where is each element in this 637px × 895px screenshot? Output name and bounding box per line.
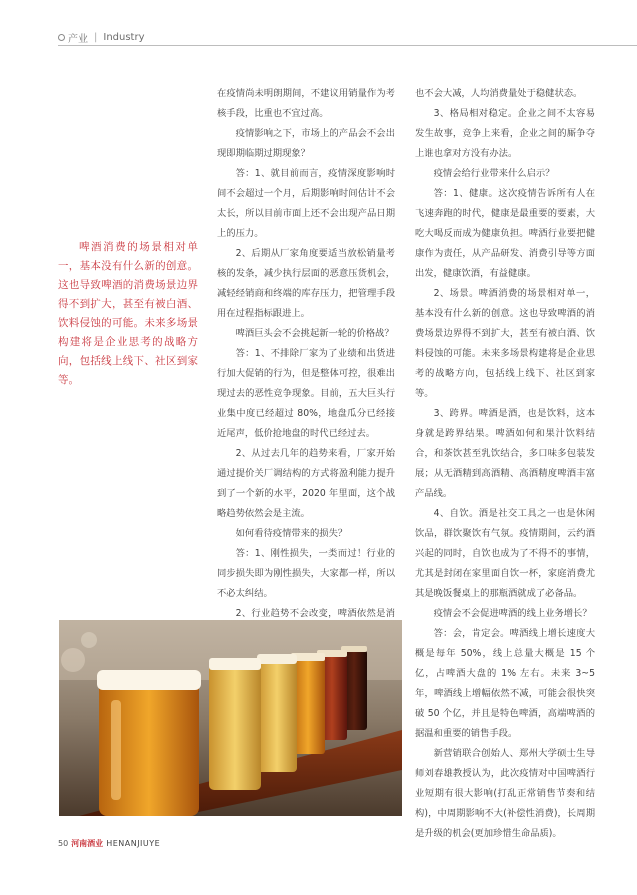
question-paragraph: 啤酒巨头会不会挑起新一轮的价格战？ bbox=[235, 328, 394, 339]
body-paragraph: 答：1、就目前而言，疫情深度影响时间不会超过一个月，后期影响时间估计不会太长，所以目前市面上还不会出现产品日期上的压力。 bbox=[217, 168, 395, 239]
section-title-cn: 产业 bbox=[68, 33, 88, 45]
body-paragraph: 3、跨界。啤酒是酒，也是饮料，这本身就是跨界结果。啤酒如何和果汁饮料结合，和茶饮甚至乳饮结合，多口味多包装发展；从无酒精到高酒精、高酒精度啤酒丰富产品线。 bbox=[415, 408, 595, 499]
body-paragraph: 2、从过去几年的趋势来看，厂家开始通过提价关厂调结构的方式将盈利能力提升到了一个新的水平，2020 年里面，这个战略趋势依然会是主流。 bbox=[217, 448, 395, 519]
body-paragraph: 2、行业趋势不会改变，啤酒依然是消 bbox=[235, 608, 395, 619]
header-separator: | bbox=[94, 31, 98, 43]
pull-quote: 啤酒消费的场景相对单一，基本没有什么新的创意。这也导致啤酒的消费场景边界得不到扩大，甚至有被白酒、饮料侵蚀的可能。未来多场景构建将是企业思考的战略方向，包括线上线下、社区到家等。 bbox=[58, 241, 198, 386]
body-paragraph: 答：1、不排除厂家为了业绩和出货进行加大促销的行为，但是整体可控，很难出现过去的恶性竞争现象。目前，五大巨头行业集中度已经超过 80%，地盘瓜分已经接近尾声，低价抢地盘的时代已经过去。 bbox=[217, 348, 395, 439]
page-header bbox=[58, 30, 145, 44]
page-number: 50 bbox=[58, 839, 69, 848]
body-paragraph: 2、场景。啤酒消费的场景相对单一，基本没有什么新的创意。这也导致啤酒的消费场景边界得不到扩大，甚至有被白酒、饮料侵蚀的可能。未来多场景构建将是企业思考的战略方向，包括线上线下、社区到家等。 bbox=[415, 288, 595, 399]
body-paragraph: 也不会大减，人均消费量处于稳健状态。 bbox=[415, 88, 583, 99]
body-paragraph: 3、格局相对稳定。企业之间不太容易发生故事，竞争上来看，企业之间的厮争夺上谁也拿对方没有办法。 bbox=[415, 108, 595, 159]
article-column-left bbox=[217, 84, 395, 664]
header-rule bbox=[58, 45, 637, 46]
body-paragraph: 答：1、刚性损失，一类而过！行业的同步损失即为刚性损失，大家都一样，所以不必太纠结。 bbox=[217, 548, 395, 599]
body-paragraph: 答：会，肯定会。啤酒线上增长速度大概是每年 50%，线上总量大概是 15 个亿，占啤酒大盘的 1% 左右。未来 3~5 年，啤酒线上增幅依然不减，可能会很快突破 50 个亿，并且是特色啤酒，高端啤酒的据温和重要的销售手段。 bbox=[415, 628, 595, 739]
body-paragraph: 新营销联合创始人、郑州大学硕士生导师刘春雄教授认为，此次疫情对中国啤酒行业短期有很大影响(打乱正常销售节奏和结构)，中周期影响不大(补偿性消费)，长周期是升级的机会(更加珍惜生命品质)。 bbox=[415, 748, 595, 839]
body-paragraph: 2、后期从厂家角度要适当放松销量考核的发条，减少执行层面的恶意压货机会，减轻经销商和终端的库存压力，把管理手段用在过程指标跟进上。 bbox=[217, 248, 395, 319]
magazine-name-en: HENANJIUYE bbox=[106, 839, 161, 848]
body-paragraph: 在疫情尚未明朗期间，不建议用销量作为考核手段，比重也不宜过高。 bbox=[217, 88, 395, 119]
question-paragraph: 疫情会给行业带来什么启示？ bbox=[433, 168, 555, 179]
question-paragraph: 如何看待疫情带来的损失？ bbox=[235, 528, 348, 539]
magazine-name-cn: 河南酒业 bbox=[71, 838, 104, 848]
article-column-right bbox=[415, 84, 595, 844]
beer-flight-photo bbox=[59, 620, 402, 816]
section-title-en: Industry bbox=[103, 31, 145, 43]
question-paragraph: 疫情影响之下，市场上的产品会不会出现即期临期过期现象？ bbox=[217, 128, 395, 159]
page-footer bbox=[58, 838, 160, 849]
body-paragraph: 4、自饮。酒是社交工具之一也是休闲饮品，群饮聚饮有气氛。疫情期间，云约酒兴起的同时，自饮也成为了不得不的事情，尤其是封闭在家里面自饮一杯，家庭消费尤其是晚饭餐桌上的那瓶酒就成了必备品。 bbox=[415, 508, 595, 599]
circle-bullet-icon bbox=[58, 34, 65, 41]
question-paragraph: 疫情会不会促进啤酒的线上业务增长？ bbox=[433, 608, 592, 619]
beer-glasses-illustration bbox=[59, 620, 402, 816]
body-paragraph: 答：1、健康。这次疫情告诉所有人在飞速奔跑的时代，健康是最重要的要素，大吃大喝反而成为健康负担。啤酒行业要把健康作为责任，从产品研发、消费引导等方面出发，健康饮酒，有益健康。 bbox=[415, 188, 595, 279]
